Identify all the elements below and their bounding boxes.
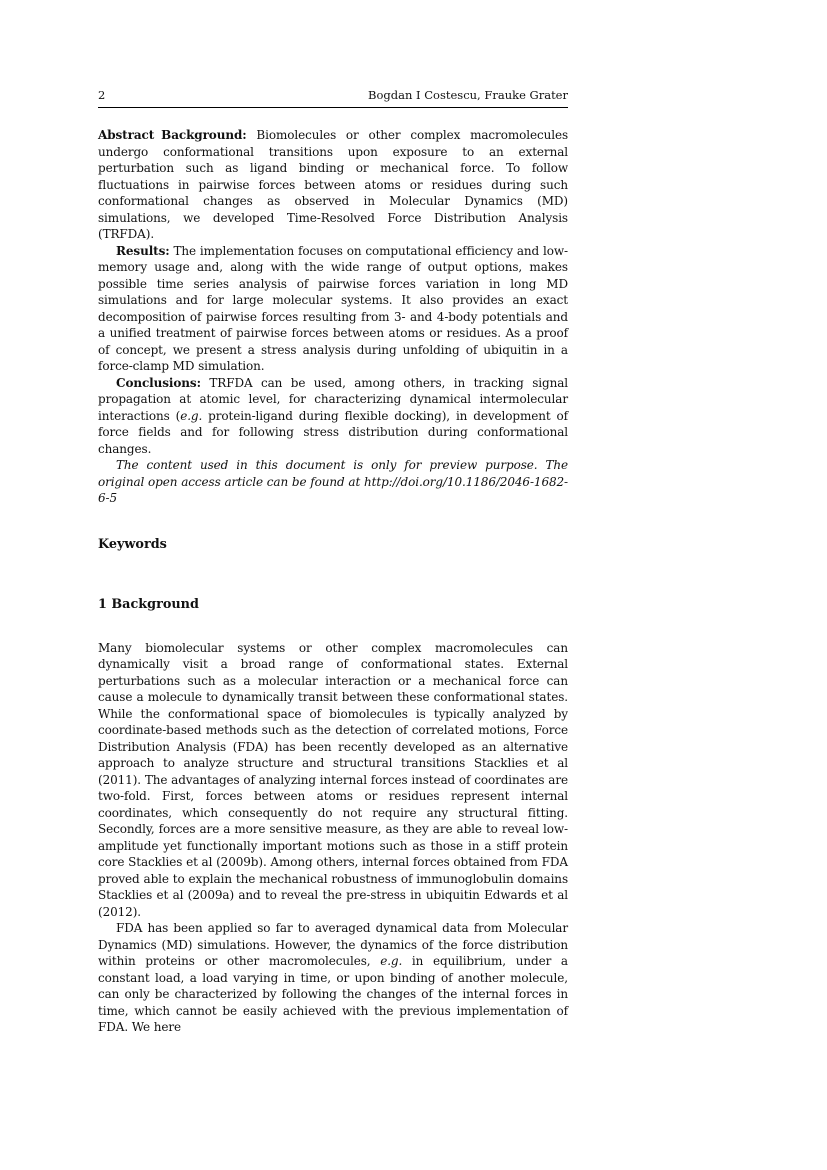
abstract-conclusions-text-post: protein-ligand during flexible docking), in development of force fields and for following stress distribution during conformational changes. (98, 408, 568, 456)
eg-abbreviation: e.g. (380, 954, 403, 968)
abstract-label: Abstract (98, 128, 155, 142)
abstract-background-paragraph (98, 127, 568, 243)
abstract-background-label: Background: (161, 128, 247, 142)
page-column (98, 0, 568, 1036)
section-heading-background: 1 Background (98, 596, 199, 612)
abstract-conclusions-paragraph (98, 375, 568, 458)
eg-abbreviation: e.g. (180, 408, 203, 423)
background-paragraph-2-pre: FDA has been applied so far to averaged dynamical data from Molecular Dynamics (MD) simulations. However, the dynamics of the force distribution within proteins or other macromolecules, (98, 921, 568, 968)
preview-notice-paragraph (98, 457, 568, 507)
abstract-results-paragraph (98, 243, 568, 375)
preview-notice-text: The content used in this document is only for preview purpose. The original open access article can be found at (98, 458, 568, 489)
running-header (98, 88, 568, 108)
running-head-authors: Bogdan I Costescu, Frauke Grater (368, 88, 568, 102)
keywords-heading: Keywords (98, 536, 167, 552)
background-paragraph-2 (98, 920, 568, 1036)
abstract-conclusions-label: Conclusions: (116, 375, 201, 390)
abstract-background-text: Biomolecules or other complex macromolecules undergo conformational transitions upon exposure to an external perturbation such as ligand binding or mechanical force. To follow fluctuations in pairwise forces between atoms or residues during such conformational changes as observed in Molecular Dynamics (MD) simulations, we developed Time-Resolved Force Distribution Analysis (TRFDA). (98, 128, 569, 241)
abstract-results-text: The implementation focuses on computational efficiency and low-memory usage and, along with the wide range of output options, makes possible time series analysis of pairwise forces variation in long MD simulations and for large molecular systems. It also provides an exact decomposition of pairwise forces resulting from 3- and 4-body potentials and a unified treatment of pairwise forces between atoms or residues. As a proof of concept, we present a stress analysis during unfolding of ubiquitin in a force-clamp MD simulation. (98, 243, 568, 373)
background-paragraph-2-post: in equilibrium, under a constant load, a load varying in time, or upon binding of another molecule, can only be characterized by following the changes of the internal forces in time, which cannot be easily achieved with the previous implementation of FDA. We here (98, 954, 568, 1034)
page-number: 2 (98, 88, 106, 102)
doi-link[interactable]: http://doi.org/10.1186/2046-1682-6-5 (98, 474, 568, 505)
abstract-results-label: Results: (116, 243, 170, 258)
abstract-conclusions-text-pre: TRFDA can be used, among others, in tracking signal propagation at atomic level, for characterizing dynamical intermolecular interactions ( (98, 375, 568, 423)
background-paragraph-1: Many biomolecular systems or other complex macromolecules can dynamically visit a broad range of conformational states. External perturbations such as a molecular interaction or a mechanical force can cause a molecule to dynamically transit between these conformational states. While the conformational space of biomolecules is typically analyzed by coordinate-based methods such as the detection of correlated motions, Force Distribution Analysis (FDA) has been recently developed as an alternative approach to analyze structure and structural transitions Stacklies et al (2011). The advantages of analyzing internal forces instead of coordinates are two-fold. First, forces between atoms or residues represent internal coordinates, which consequently do not require any structural fitting. Secondly, forces are a more sensitive measure, as they are able to reveal low-amplitude yet functionally important motions such as those in a stiff protein core Stacklies et al (2009b). Among others, internal forces obtained from FDA proved able to explain the mechanical robustness of immunoglobulin domains Stacklies et al (2009a) and to reveal the pre-stress in ubiquitin Edwards et al (2012). (98, 640, 568, 919)
